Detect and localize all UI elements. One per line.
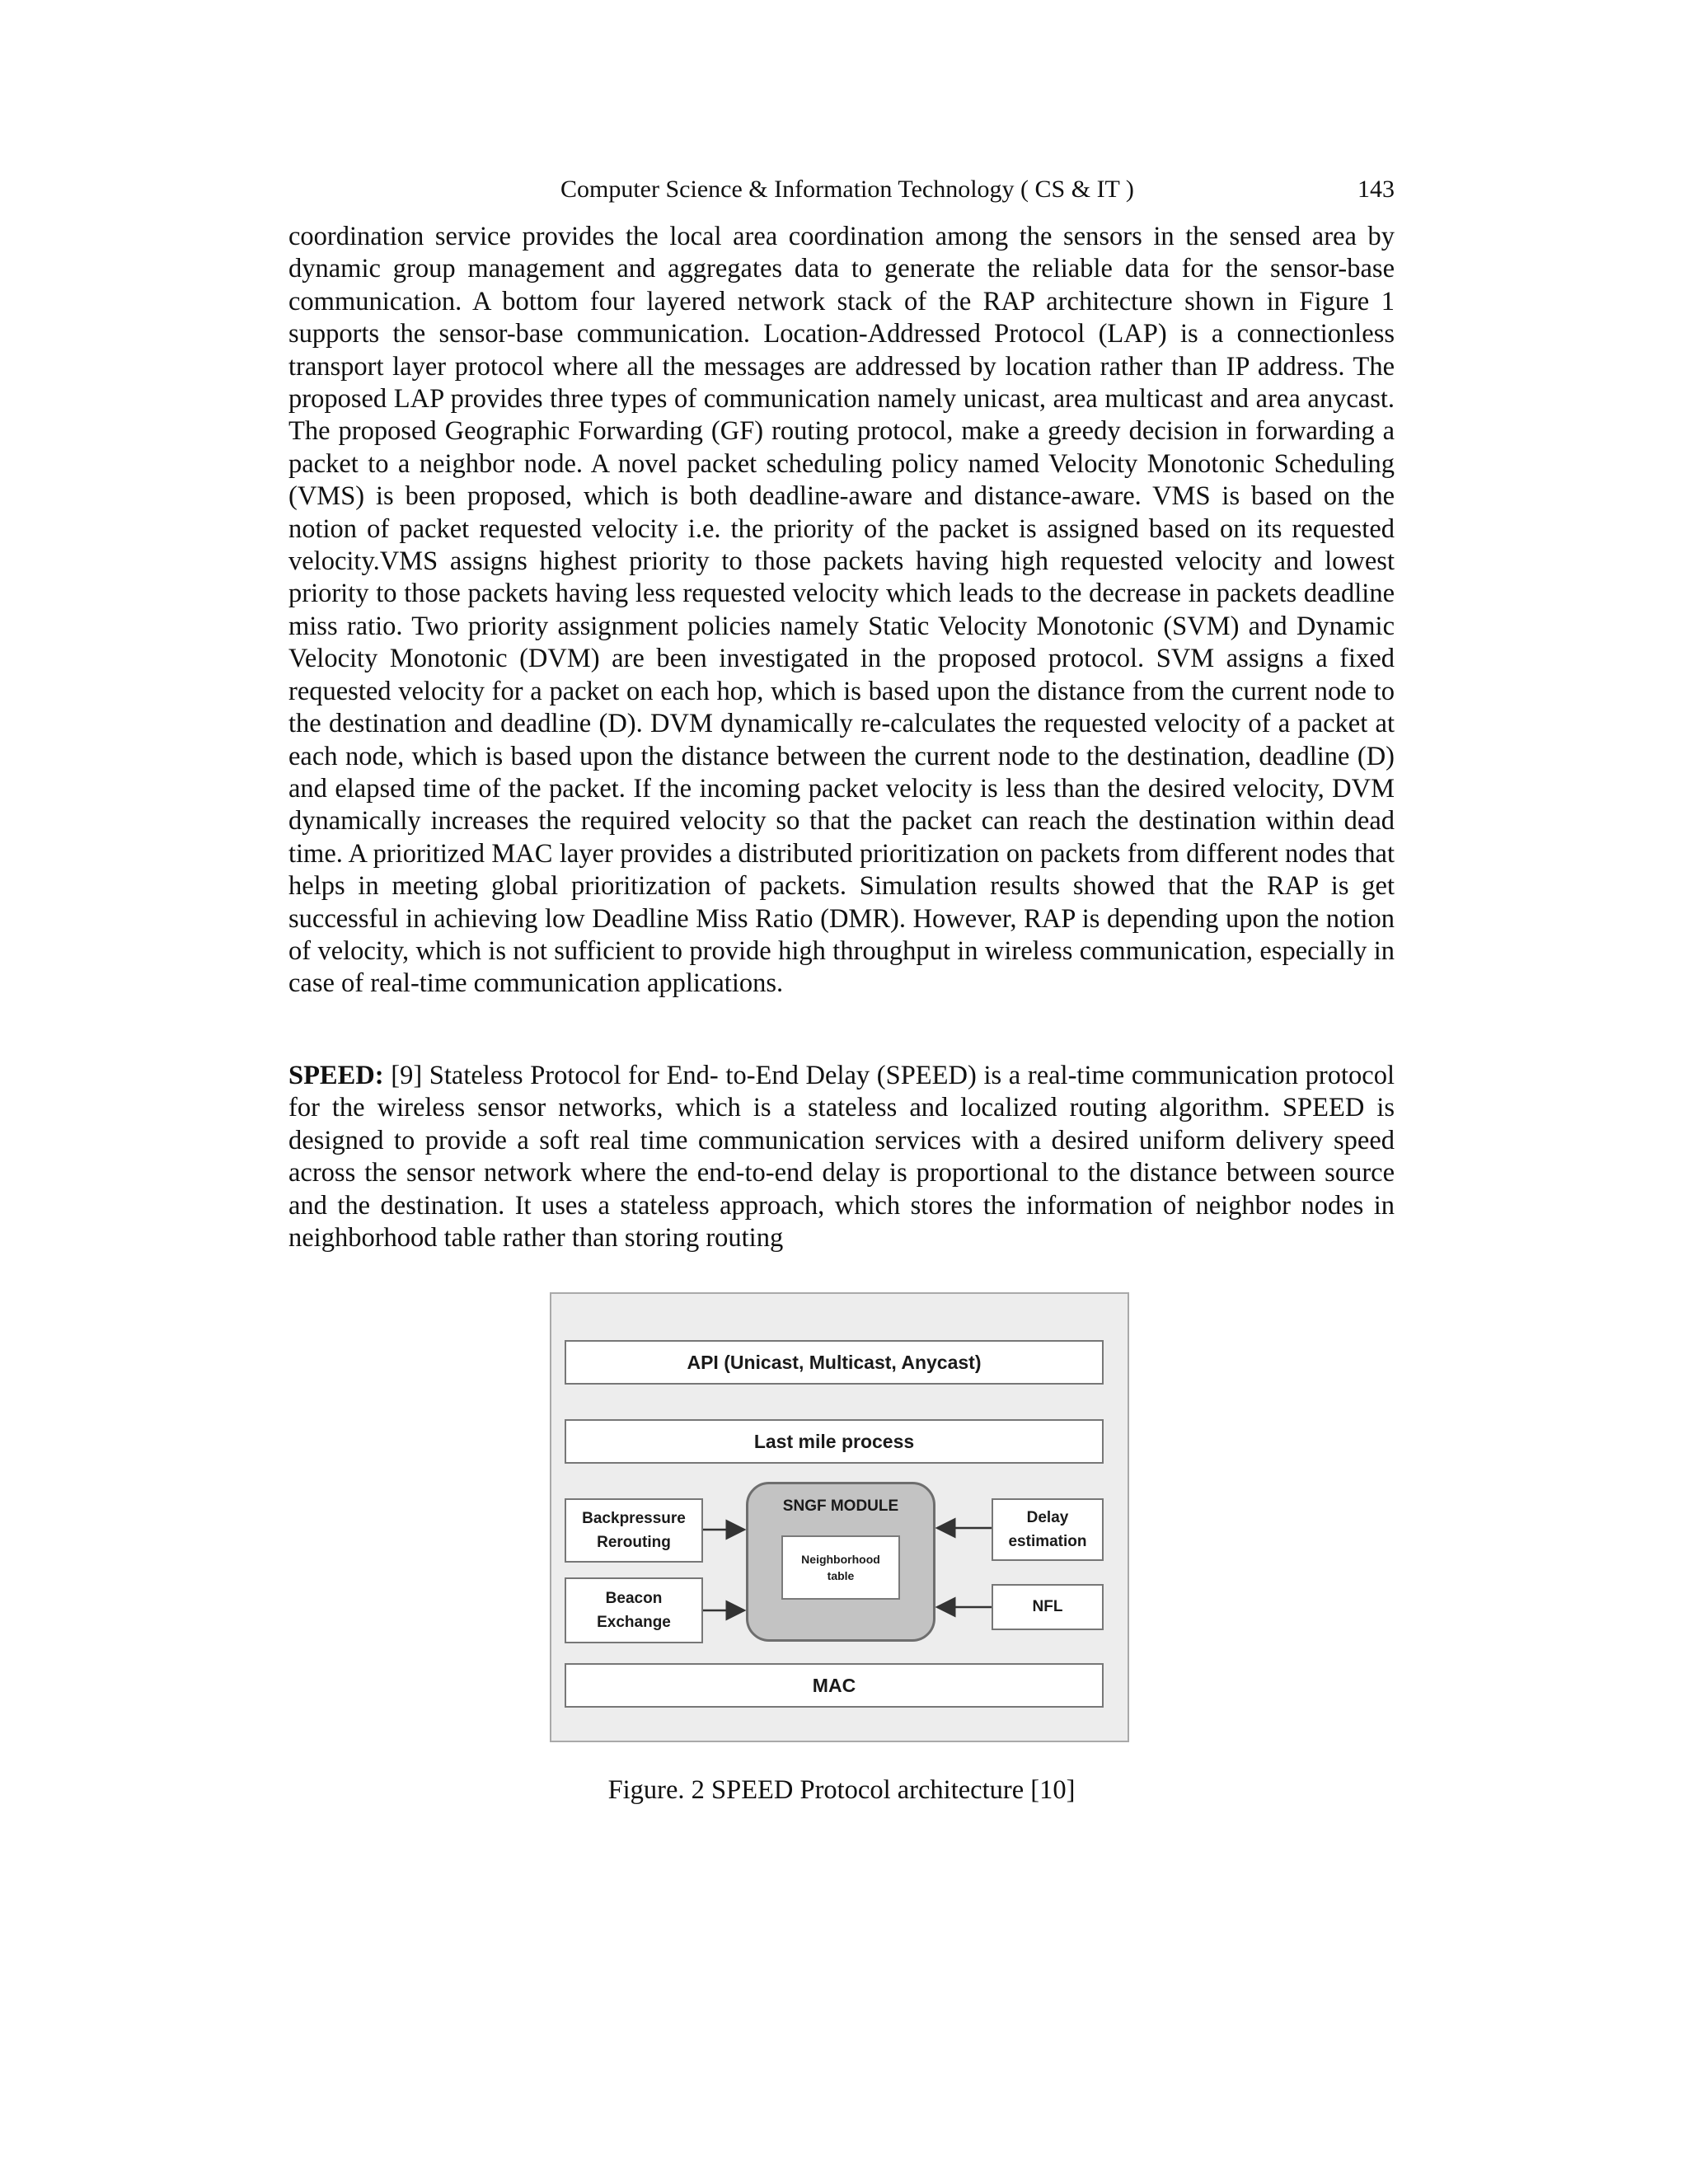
page-number: 143 bbox=[1357, 176, 1395, 203]
beacon-exchange-box: Beacon Exchange bbox=[565, 1577, 703, 1643]
journal-title: Computer Science & Information Technology ( CS & IT ) bbox=[560, 176, 1134, 203]
diagram-arrows bbox=[551, 1294, 1128, 1741]
module-title: SNGF MODULE bbox=[782, 1497, 899, 1515]
backpressure-rerouting-box: Backpressure Rerouting bbox=[565, 1498, 703, 1563]
mac-layer-box: MAC bbox=[565, 1663, 1104, 1708]
delay-estimation-box: Delay estimation bbox=[992, 1498, 1104, 1561]
running-header bbox=[288, 171, 1395, 208]
paragraph-text: [9] Stateless Protocol for End- to-End Delay (SPEED) is a real-time communication protocol for the wireless sensor networks, which is a stateless and localized routing algorithm. SPEED is designed to provide a soft real time communication services with a desired uniform delivery speed across the sensor network where the end-to-end delay is proportional to the distance between source and the destination. It uses a stateless approach, which stores the information of neighbor nodes in neighborhood table rather than storing routing bbox=[288, 1061, 1395, 1254]
api-layer-box: API (Unicast, Multicast, Anycast) bbox=[565, 1340, 1104, 1385]
last-mile-layer-box: Last mile process bbox=[565, 1419, 1104, 1464]
nfl-box: NFL bbox=[992, 1584, 1104, 1630]
neighborhood-table-box: Neighborhood table bbox=[781, 1535, 900, 1600]
body-paragraph-speed bbox=[288, 1060, 1395, 1254]
body-paragraph-rap bbox=[288, 221, 1395, 1001]
paragraph-text: coordination service provides the local area coordination among the sensors in the sensed area by dynamic group management and aggregates data to generate the reliable data for the sensor-base communication. A bottom four layered network stack of the RAP architecture shown in Figure 1 supports the sensor-base communication. Location-Addressed Protocol (LAP) is a connectionless transport layer protocol where all the messages are addressed by location rather than IP address. The proposed LAP provides three types of communication namely unicast, area multicast and area anycast. The proposed Geographic Forwarding (GF) routing protocol, make a greedy decision in forwarding a packet to a neighbor node. A novel packet scheduling policy named Velocity Monotonic Scheduling (VMS) is been proposed, which is both deadline-aware and distance-aware. VMS is based on the notion of packet requested velocity i.e. the priority of the packet is assigned based on its requested velocity.VMS assigns highest priority to those packets having high requested velocity and lowest priority to those packets having less requested velocity which leads to the decrease in packets deadline miss ratio. Two priority assignment policies namely Static Velocity Monotonic (SVM) and Dynamic Velocity Monotonic (DVM) are been investigated in the proposed protocol. SVM assigns a fixed requested velocity for a packet on each hop, which is based upon the distance from the current node to the destination and deadline (D). DVM dynamically re-calculates the requested velocity of a packet at each node, which is based upon the distance between the current node to the destination, deadline (D) and elapsed time of the packet. If the incoming packet velocity is less than the desired velocity, DVM dynamically increases the required velocity so that the packet can reach the destination within dead time. A prioritized MAC layer provides a distributed prioritization on packets from different nodes that helps in meeting global prioritization of packets. Simulation results showed that the RAP is get successful in achieving low Deadline Miss Ratio (DMR). However, RAP is depending upon the notion of velocity, which is not sufficient to provide high throughput in wireless communication, especially in case of real-time communication applications. bbox=[288, 222, 1395, 999]
figure-caption: Figure. 2 SPEED Protocol architecture [10] bbox=[607, 1775, 1076, 1805]
speed-architecture-diagram bbox=[550, 1292, 1129, 1742]
paragraph-lead: SPEED: bbox=[288, 1061, 384, 1090]
